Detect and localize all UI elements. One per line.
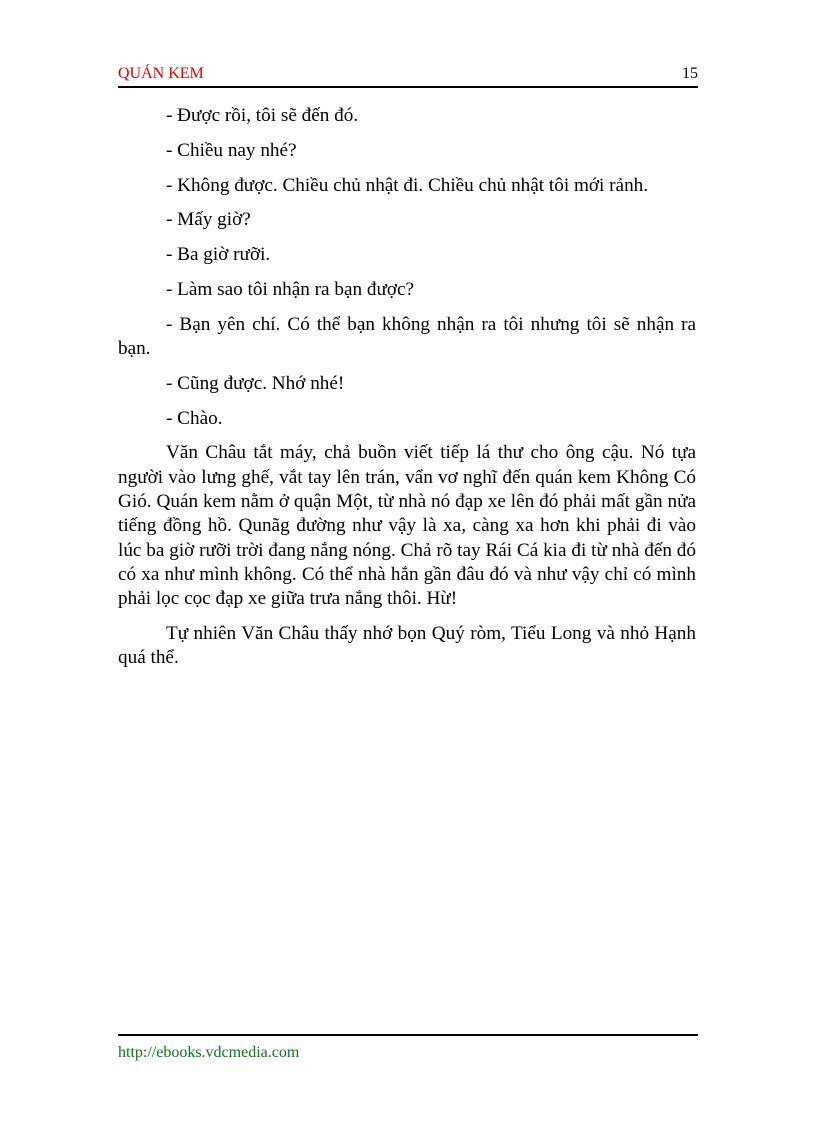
footer-link[interactable]: http://ebooks.vdcmedia.com xyxy=(118,1044,300,1061)
dialogue-line: - Mấy giờ? xyxy=(166,209,251,231)
dialogue-line: - Không được. Chiều chủ nhật đi. Chiều chủ nhật tôi mới rảnh. xyxy=(166,174,649,196)
dialogue-line: - Chiều nay nhé? xyxy=(166,139,297,161)
footer-divider xyxy=(118,1034,698,1036)
narrative-paragraph: Văn Châu tắt máy, chả buồn viết tiếp lá thư cho ông cậu. Nó tựa người vào lưng ghế, vắt tay lên trán, vẩn vơ nghĩ đến quán kem Không Có Gió. Quán kem nằm ở quận Một, từ nhà nó đạp xe lên đó phải mất gần nửa tiếng đồng hồ. Qunãg đường như vậy là xa, càng xa hơn khi phải đi vào lúc ba giờ rưỡi trời đang nắng nóng. Chả rõ tay Rái Cá kia đi từ nhà đến đó có xa như mình không. Có thể nhà hắn gần đâu đó và như vậy chỉ có mình phải lọc cọc đạp xe giữa trưa nắng thôi. Hừ! xyxy=(118,442,696,610)
dialogue-line: - Bạn yên chí. Có thể bạn không nhận ra tôi nhưng tôi sẽ nhận ra bạn. xyxy=(118,313,696,360)
dialogue-line: - Cũng được. Nhớ nhé! xyxy=(166,372,345,394)
page-body xyxy=(118,104,696,681)
dialogue-line: - Chào. xyxy=(166,407,223,429)
dialogue-line: - Làm sao tôi nhận ra bạn được? xyxy=(166,278,415,300)
narrative-paragraph: Tự nhiên Văn Châu thấy nhớ bọn Quý ròm, Tiểu Long và nhỏ Hạnh quá thể. xyxy=(118,623,696,669)
chapter-title: QUÁN KEM xyxy=(118,65,204,82)
page-number: 15 xyxy=(682,65,698,82)
dialogue-line: - Được rồi, tôi sẽ đến đó. xyxy=(166,105,359,126)
page-header xyxy=(118,64,698,88)
dialogue-line: - Ba giờ rưỡi. xyxy=(166,244,271,266)
